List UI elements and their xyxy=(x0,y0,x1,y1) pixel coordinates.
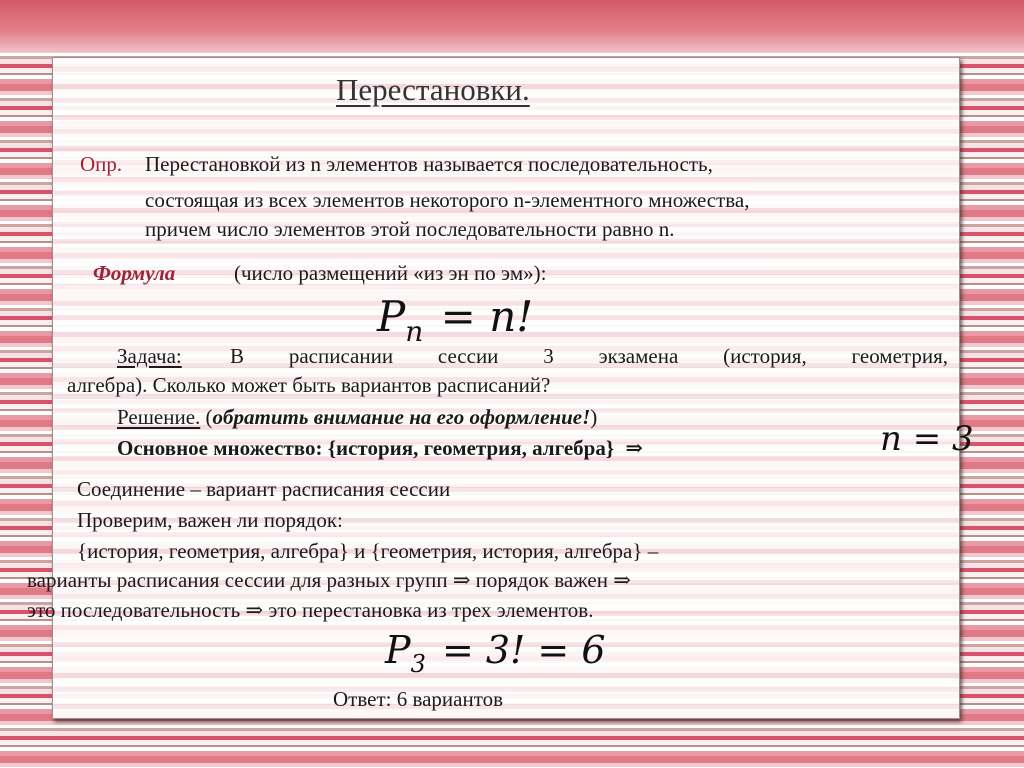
result-rhs: = 3! = 6 xyxy=(441,628,606,672)
formula-symbol: P xyxy=(377,292,406,341)
result-subscript: 3 xyxy=(410,650,426,678)
solution-label: Решение. xyxy=(117,405,201,429)
result-symbol: P xyxy=(385,628,411,672)
definition-label: Опр. xyxy=(80,152,123,176)
solution-emphasis: обратить внимание на его оформление! xyxy=(212,405,591,429)
answer-text: Ответ: 6 вариантов xyxy=(333,687,504,711)
task-line-1: В расписании сессии 3 экзамена (история, геометрия, xyxy=(230,344,948,368)
reasoning-line-3: {история, геометрия, алгебра} и {геометрия, история, алгебра} – xyxy=(77,539,659,563)
reasoning-line-4: варианты расписания сессии для разных групп ⇒ порядок важен ⇒ xyxy=(27,568,631,592)
reasoning-line-2: Проверим, важен ли порядок: xyxy=(77,508,343,532)
reasoning-line-5: это последовательность ⇒ это перестановка из трех элементов. xyxy=(27,598,594,622)
background-top-band xyxy=(0,0,1024,52)
reasoning-line-1: Соединение – вариант расписания сессии xyxy=(77,477,451,501)
implies-arrow: ⇒ xyxy=(625,436,643,460)
definition-line-2: состоящая из всех элементов некоторого n-элементного множества, xyxy=(145,188,750,212)
task-label: Задача: xyxy=(117,344,182,368)
result-formula xyxy=(385,627,606,687)
page-title: Перестановки. xyxy=(336,72,530,107)
base-set-line xyxy=(117,435,643,461)
solution-paren-open: ( xyxy=(205,405,213,429)
definition-line-3: причем число элементов этой последовательности равно n. xyxy=(145,217,675,241)
base-set-text: Основное множество: {история, геометрия, алгебра} xyxy=(117,436,615,460)
formula-rhs: = n! xyxy=(440,292,534,341)
definition-line-1: Перестановкой из n элементов называется последовательность, xyxy=(145,152,713,176)
solution-paren-close: ) xyxy=(590,405,598,429)
task-label-wrap xyxy=(117,343,182,369)
formula-label: Формула xyxy=(93,261,176,285)
formula-note: (число размещений «из эн по эм»): xyxy=(234,261,547,285)
formula-subscript: n xyxy=(405,315,424,348)
solution-heading xyxy=(117,404,597,430)
n-equals-three: n = 3 xyxy=(880,419,974,459)
task-line-2: алгебра). Сколько может быть вариантов расписаний? xyxy=(67,373,551,397)
